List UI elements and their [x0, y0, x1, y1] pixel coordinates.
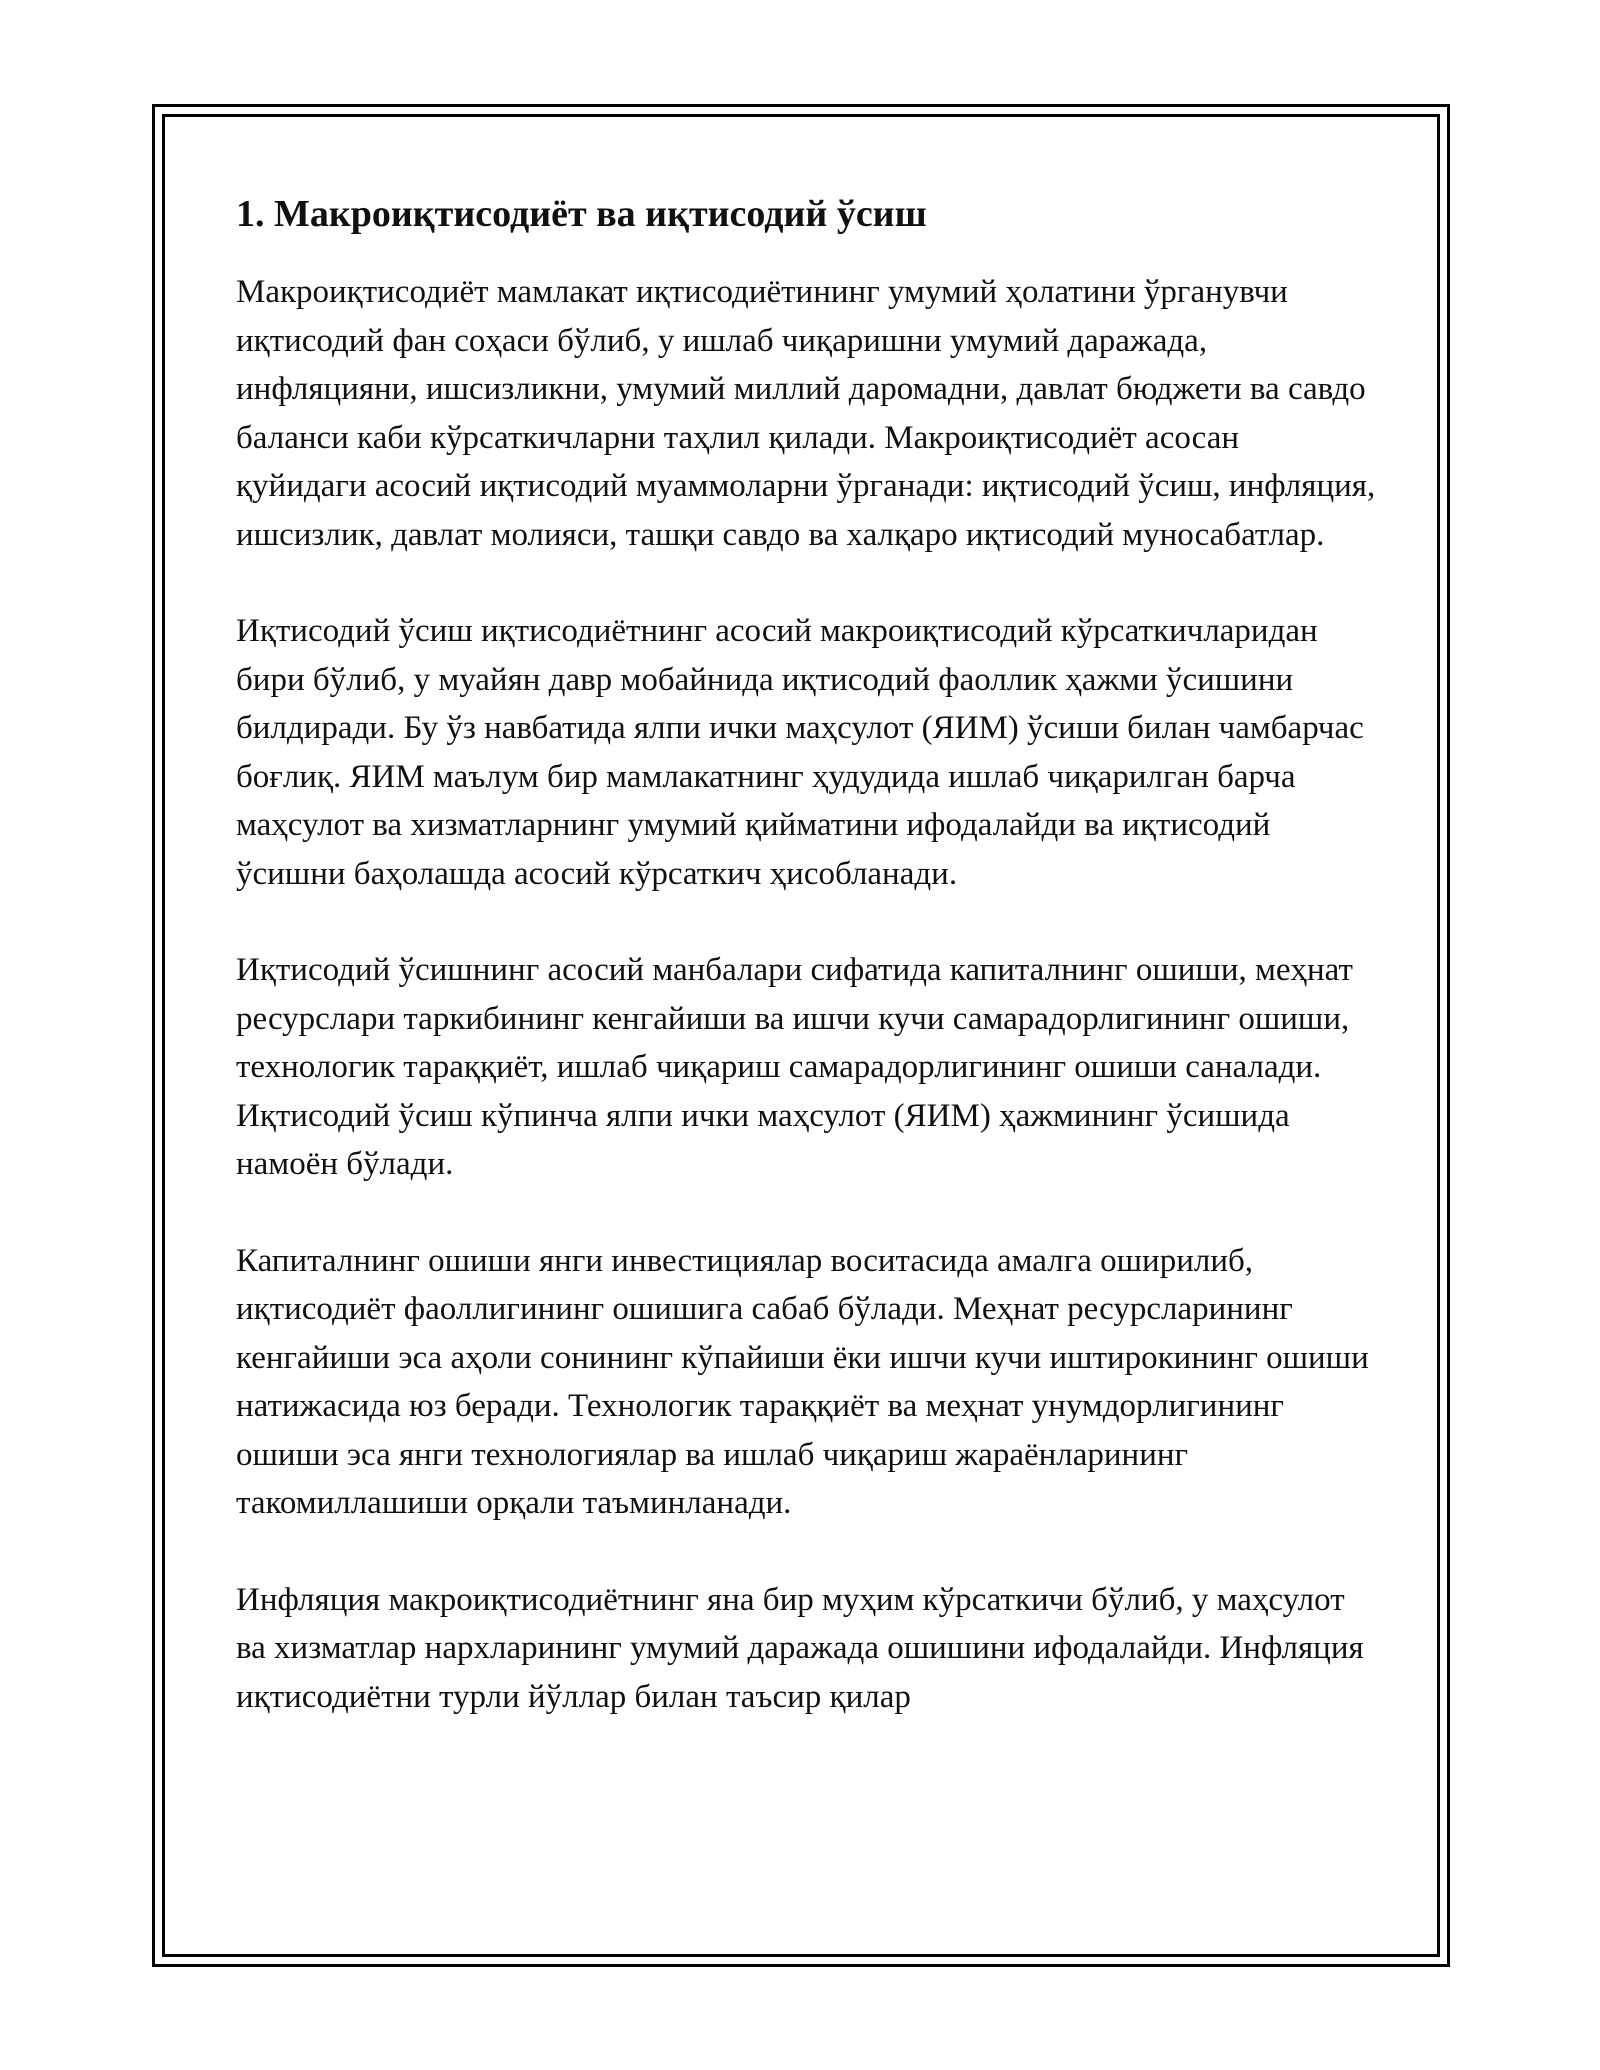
document-body — [236, 188, 1376, 1721]
section-heading: 1. Макроиқтисодиёт ва иқтисодий ўсиш — [236, 193, 927, 235]
paragraph-capital-labor: Капиталнинг ошиши янги инвестициялар воситасида амалга оширилиб, иқтисодиёт фаоллигининг ошишига сабаб бўлади. Меҳнат ресурсларининг кенгайиши эса аҳоли сонининг кўпайиши ёки ишчи кучи иштирокининг ошиши натижасида юз беради. Технологик тараққиёт ва меҳнат унумдорлигининг ошиши эса янги технологиялар ва ишлаб чиқариш жараёнларининг такомиллашиши орқали таъминланади. — [236, 1242, 1369, 1521]
paragraph-macroeconomics: Макроиқтисодиёт мамлакат иқтисодиётининг умумий ҳолатини ўрганувчи иқтисодий фан соҳаси бўлиб, у ишлаб чиқаришни умумий даражада, инфляцияни, ишсизликни, умумий миллий даромадни, давлат бюджети ва савдо баланси каби кўрсаткичларни таҳлил қилади. Макроиқтисодиёт асосан қуйидаги асосий иқтисодий муаммоларни ўрганади: иқтисодий ўсиш, инфляция, ишсизлик, давлат молияси, ташқи савдо ва халқаро иқтисодий муносабатлар. — [236, 274, 1376, 553]
paragraph-inflation: Инфляция макроиқтисодиётнинг яна бир муҳим кўрсаткичи бўлиб, у маҳсулот ва хизматлар нархларининг умумий даражада ошишини ифодалайди. Инфляция иқтисодиётни турли йўллар билан таъсир қилар — [236, 1581, 1364, 1715]
paragraph-growth-sources: Иқтисодий ўсишнинг асосий манбалари сифатида капиталнинг ошиши, меҳнат ресурслари таркибининг кенгайиши ва ишчи кучи самарадорлигининг ошиши, технологик тараққиёт, ишлаб чиқариш самарадорлигининг ошиши саналади. Иқтисодий ўсиш кўпинча ялпи ички маҳсулот (ЯИМ) ҳажмининг ўсишида намоён бўлади. — [236, 952, 1353, 1182]
paragraph-economic-growth: Иқтисодий ўсиш иқтисодиётнинг асосий макроиқтисодий кўрсаткичларидан бири бўлиб, у муайян давр мобайнида иқтисодий фаоллик ҳажми ўсишини билдиради. Бу ўз навбатида ялпи ички маҳсулот (ЯИМ) ўсиши билан чамбарчас боғлиқ. ЯИМ маълум бир мамлакатнинг ҳудудида ишлаб чиқарилган барча маҳсулот ва хизматларнинг умумий қийматини ифодалайди ва иқтисодий ўсишни баҳолашда асосий кўрсаткич ҳисобланади. — [236, 613, 1364, 892]
